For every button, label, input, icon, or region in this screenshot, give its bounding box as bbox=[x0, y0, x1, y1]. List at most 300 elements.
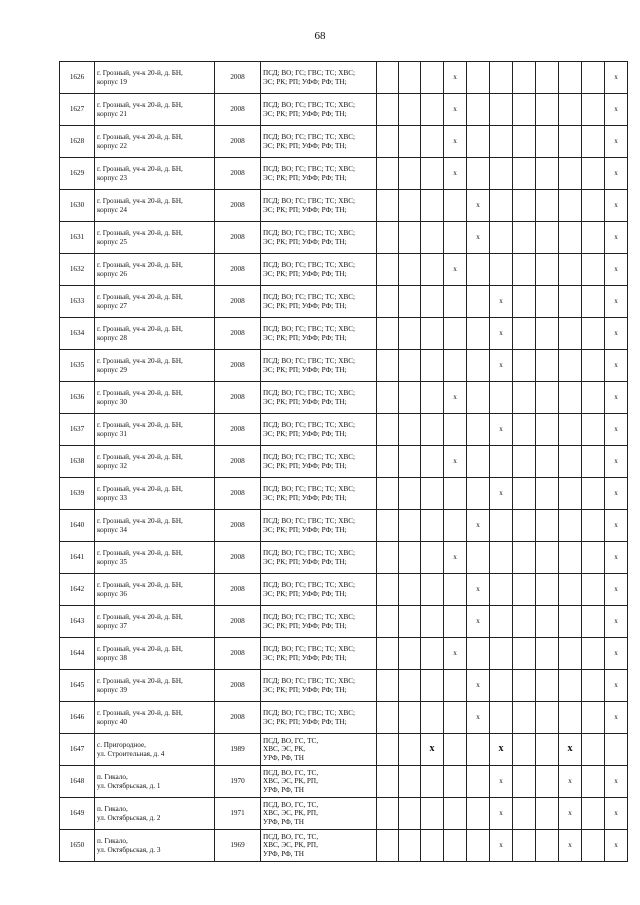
mark-cell bbox=[399, 318, 421, 350]
works-line: ХВС, ЭС, РК, bbox=[263, 745, 306, 754]
row-number: 1640 bbox=[60, 510, 95, 542]
address-line: корпус 22 bbox=[97, 141, 127, 150]
mark-cell bbox=[421, 510, 444, 542]
mark-cell bbox=[490, 670, 513, 702]
mark-cell bbox=[421, 670, 444, 702]
mark-cell bbox=[421, 606, 444, 638]
mark-cell: x bbox=[605, 670, 628, 702]
mark-cell bbox=[490, 542, 513, 574]
mark-cell: x bbox=[605, 606, 628, 638]
mark-cell bbox=[467, 542, 490, 574]
works-cell bbox=[261, 350, 377, 382]
works-line: ЭС; РК; РП; УФФ; РФ; ТН; bbox=[263, 397, 347, 406]
address-cell bbox=[95, 638, 215, 670]
address-line: г. Грозный, уч-к 20-й, д. БН, bbox=[97, 613, 183, 622]
address-line: корпус 40 bbox=[97, 717, 127, 726]
year-cell: 2008 bbox=[215, 318, 261, 350]
year-cell: 2008 bbox=[215, 254, 261, 286]
mark-cell: x bbox=[444, 126, 467, 158]
works-line: ЭС; РК; РП; УФФ; РФ; ТН; bbox=[263, 525, 347, 534]
mark-cell: x bbox=[605, 574, 628, 606]
row-number: 1636 bbox=[60, 382, 95, 414]
mark-cell bbox=[421, 574, 444, 606]
address-cell bbox=[95, 286, 215, 318]
mark-cell bbox=[490, 510, 513, 542]
table-row bbox=[60, 830, 628, 862]
mark-cell: x bbox=[467, 670, 490, 702]
mark-cell bbox=[536, 542, 559, 574]
mark-cell: x bbox=[605, 478, 628, 510]
mark-cell bbox=[559, 542, 582, 574]
mark-cell: x bbox=[559, 766, 582, 798]
address-line: корпус 32 bbox=[97, 461, 127, 470]
mark-cell bbox=[536, 446, 559, 478]
row-number: 1630 bbox=[60, 190, 95, 222]
mark-cell bbox=[513, 478, 536, 510]
row-number: 1634 bbox=[60, 318, 95, 350]
mark-cell bbox=[421, 382, 444, 414]
row-number: 1641 bbox=[60, 542, 95, 574]
mark-cell bbox=[421, 94, 444, 126]
mark-cell bbox=[399, 478, 421, 510]
mark-cell bbox=[559, 478, 582, 510]
mark-cell bbox=[536, 478, 559, 510]
address-cell bbox=[95, 190, 215, 222]
works-line: ХВС, ЭС, РК, РП, bbox=[263, 809, 318, 818]
address-line: корпус 37 bbox=[97, 621, 127, 630]
mark-cell bbox=[513, 318, 536, 350]
works-cell bbox=[261, 126, 377, 158]
works-cell bbox=[261, 62, 377, 94]
mark-cell bbox=[399, 94, 421, 126]
address-line: г. Грозный, уч-к 20-й, д. БН, bbox=[97, 133, 183, 142]
mark-cell bbox=[536, 766, 559, 798]
mark-cell bbox=[559, 94, 582, 126]
address-line: корпус 23 bbox=[97, 173, 127, 182]
mark-cell: x bbox=[605, 798, 628, 830]
mark-cell bbox=[399, 62, 421, 94]
mark-cell bbox=[377, 798, 399, 830]
table-row bbox=[60, 638, 628, 670]
mark-cell: x bbox=[559, 734, 582, 766]
works-line: ПСД, ВО, ГС, ТС, bbox=[263, 801, 319, 810]
mark-cell: x bbox=[605, 158, 628, 190]
mark-cell: x bbox=[605, 382, 628, 414]
mark-cell bbox=[582, 126, 605, 158]
mark-cell bbox=[377, 574, 399, 606]
mark-cell bbox=[399, 798, 421, 830]
works-line: ЭС; РК; РП; УФФ; РФ; ТН; bbox=[263, 589, 347, 598]
row-number: 1642 bbox=[60, 574, 95, 606]
works-line: ПСД; ВО; ГС; ГВС; ТС; ХВС; bbox=[263, 485, 356, 494]
mark-cell bbox=[536, 734, 559, 766]
mark-cell bbox=[444, 318, 467, 350]
mark-cell: x bbox=[490, 478, 513, 510]
mark-cell bbox=[467, 158, 490, 190]
year-cell: 2008 bbox=[215, 222, 261, 254]
mark-cell bbox=[399, 606, 421, 638]
mark-cell bbox=[513, 350, 536, 382]
mark-cell bbox=[559, 670, 582, 702]
row-number: 1629 bbox=[60, 158, 95, 190]
mark-cell bbox=[536, 62, 559, 94]
works-cell bbox=[261, 254, 377, 286]
mark-cell bbox=[399, 830, 421, 862]
address-cell bbox=[95, 606, 215, 638]
mark-cell bbox=[559, 574, 582, 606]
mark-cell bbox=[536, 702, 559, 734]
mark-cell bbox=[582, 446, 605, 478]
works-cell bbox=[261, 478, 377, 510]
works-line: ЭС; РК; РП; УФФ; РФ; ТН; bbox=[263, 141, 347, 150]
mark-cell bbox=[421, 830, 444, 862]
table-row bbox=[60, 158, 628, 190]
mark-cell bbox=[559, 318, 582, 350]
mark-cell: x bbox=[467, 606, 490, 638]
table-row bbox=[60, 382, 628, 414]
works-cell bbox=[261, 830, 377, 862]
mark-cell bbox=[513, 446, 536, 478]
works-line: ПСД; ВО; ГС; ГВС; ТС; ХВС; bbox=[263, 613, 356, 622]
mark-cell bbox=[444, 286, 467, 318]
year-cell: 1971 bbox=[215, 798, 261, 830]
works-line: ПСД; ВО; ГС; ГВС; ТС; ХВС; bbox=[263, 293, 356, 302]
works-line: ПСД; ВО; ГС; ГВС; ТС; ХВС; bbox=[263, 165, 356, 174]
mark-cell: x bbox=[467, 222, 490, 254]
works-cell bbox=[261, 542, 377, 574]
mark-cell: x bbox=[605, 830, 628, 862]
mark-cell bbox=[559, 158, 582, 190]
works-cell bbox=[261, 286, 377, 318]
address-line: г. Грозный, уч-к 20-й, д. БН, bbox=[97, 389, 183, 398]
mark-cell bbox=[377, 222, 399, 254]
row-number: 1637 bbox=[60, 414, 95, 446]
table-row bbox=[60, 670, 628, 702]
year-cell: 2008 bbox=[215, 606, 261, 638]
table-row bbox=[60, 62, 628, 94]
works-line: ЭС; РК; РП; УФФ; РФ; ТН; bbox=[263, 205, 347, 214]
address-line: г. Грозный, уч-к 20-й, д. БН, bbox=[97, 69, 183, 78]
row-number: 1646 bbox=[60, 702, 95, 734]
mark-cell bbox=[399, 350, 421, 382]
works-line: ПСД; ВО; ГС; ГВС; ТС; ХВС; bbox=[263, 325, 356, 334]
mark-cell bbox=[536, 350, 559, 382]
works-line: ПСД; ВО; ГС; ГВС; ТС; ХВС; bbox=[263, 453, 356, 462]
mark-cell: x bbox=[444, 94, 467, 126]
mark-cell bbox=[377, 478, 399, 510]
table-row bbox=[60, 734, 628, 766]
address-line: п. Гикало, bbox=[97, 805, 128, 814]
address-line: г. Грозный, уч-к 20-й, д. БН, bbox=[97, 709, 183, 718]
mark-cell bbox=[421, 158, 444, 190]
works-line: ЭС; РК; РП; УФФ; РФ; ТН; bbox=[263, 557, 347, 566]
address-line: с. Пригородное, bbox=[97, 741, 146, 750]
works-line: ЭС; РК; РП; УФФ; РФ; ТН; bbox=[263, 301, 347, 310]
address-cell bbox=[95, 382, 215, 414]
address-line: корпус 26 bbox=[97, 269, 127, 278]
table-row bbox=[60, 190, 628, 222]
mark-cell bbox=[377, 94, 399, 126]
address-cell bbox=[95, 766, 215, 798]
mark-cell bbox=[582, 158, 605, 190]
mark-cell: x bbox=[490, 766, 513, 798]
mark-cell bbox=[377, 510, 399, 542]
works-line: ПСД; ВО; ГС; ГВС; ТС; ХВС; bbox=[263, 229, 356, 238]
table-row bbox=[60, 574, 628, 606]
mark-cell bbox=[559, 254, 582, 286]
mark-cell bbox=[490, 446, 513, 478]
year-cell: 2008 bbox=[215, 350, 261, 382]
mark-cell bbox=[399, 254, 421, 286]
row-number: 1631 bbox=[60, 222, 95, 254]
mark-cell bbox=[582, 574, 605, 606]
works-line: УРФ, РФ, ТН bbox=[263, 785, 304, 794]
works-line: ПСД, ВО, ГС, ТС, bbox=[263, 737, 319, 746]
works-line: ХВС, ЭС, РК, РП, bbox=[263, 777, 318, 786]
mark-cell bbox=[444, 414, 467, 446]
mark-cell: x bbox=[444, 446, 467, 478]
works-line: ХВС, ЭС, РК, РП, bbox=[263, 841, 318, 850]
table-row bbox=[60, 254, 628, 286]
mark-cell bbox=[582, 286, 605, 318]
works-line: ПСД; ВО; ГС; ГВС; ТС; ХВС; bbox=[263, 549, 356, 558]
mark-cell bbox=[536, 318, 559, 350]
year-cell: 2008 bbox=[215, 286, 261, 318]
mark-cell bbox=[467, 318, 490, 350]
address-cell bbox=[95, 318, 215, 350]
works-cell bbox=[261, 638, 377, 670]
works-cell bbox=[261, 318, 377, 350]
address-line: ул. Октябрьская, д. 1 bbox=[97, 781, 161, 790]
works-line: ЭС; РК; РП; УФФ; РФ; ТН; bbox=[263, 365, 347, 374]
mark-cell: x bbox=[467, 574, 490, 606]
row-number: 1650 bbox=[60, 830, 95, 862]
mark-cell bbox=[421, 478, 444, 510]
works-cell bbox=[261, 798, 377, 830]
address-line: корпус 36 bbox=[97, 589, 127, 598]
mark-cell bbox=[513, 702, 536, 734]
table-row bbox=[60, 478, 628, 510]
mark-cell bbox=[490, 190, 513, 222]
mark-cell bbox=[513, 574, 536, 606]
mark-cell: x bbox=[467, 702, 490, 734]
mark-cell bbox=[582, 478, 605, 510]
mark-cell bbox=[582, 190, 605, 222]
mark-cell bbox=[490, 126, 513, 158]
mark-cell bbox=[444, 190, 467, 222]
mark-cell bbox=[605, 734, 628, 766]
works-line: ПСД; ВО; ГС; ГВС; ТС; ХВС; bbox=[263, 645, 356, 654]
mark-cell bbox=[377, 670, 399, 702]
address-cell bbox=[95, 350, 215, 382]
table-row bbox=[60, 702, 628, 734]
row-number: 1626 bbox=[60, 62, 95, 94]
mark-cell: x bbox=[605, 446, 628, 478]
mark-cell bbox=[421, 350, 444, 382]
works-cell bbox=[261, 158, 377, 190]
mark-cell bbox=[490, 574, 513, 606]
works-line: УРФ, РФ, ТН bbox=[263, 817, 304, 826]
mark-cell bbox=[467, 126, 490, 158]
mark-cell: x bbox=[605, 254, 628, 286]
mark-cell bbox=[467, 766, 490, 798]
mark-cell bbox=[467, 254, 490, 286]
mark-cell bbox=[399, 510, 421, 542]
table-row bbox=[60, 606, 628, 638]
mark-cell: x bbox=[605, 766, 628, 798]
mark-cell bbox=[490, 606, 513, 638]
mark-cell bbox=[444, 798, 467, 830]
mark-cell bbox=[559, 606, 582, 638]
mark-cell bbox=[467, 286, 490, 318]
address-line: корпус 21 bbox=[97, 109, 127, 118]
year-cell: 2008 bbox=[215, 414, 261, 446]
address-line: г. Грозный, уч-к 20-й, д. БН, bbox=[97, 293, 183, 302]
row-number: 1628 bbox=[60, 126, 95, 158]
address-line: корпус 24 bbox=[97, 205, 127, 214]
works-line: ЭС; РК; РП; УФФ; РФ; ТН; bbox=[263, 461, 347, 470]
address-line: г. Грозный, уч-к 20-й, д. БН, bbox=[97, 581, 183, 590]
mark-cell bbox=[513, 190, 536, 222]
works-cell bbox=[261, 702, 377, 734]
mark-cell bbox=[377, 286, 399, 318]
mark-cell bbox=[513, 286, 536, 318]
mark-cell bbox=[377, 446, 399, 478]
works-cell bbox=[261, 766, 377, 798]
mark-cell bbox=[536, 670, 559, 702]
mark-cell bbox=[467, 414, 490, 446]
mark-cell bbox=[377, 190, 399, 222]
row-number: 1632 bbox=[60, 254, 95, 286]
mark-cell bbox=[536, 414, 559, 446]
table-row bbox=[60, 350, 628, 382]
mark-cell bbox=[399, 382, 421, 414]
works-line: ЭС; РК; РП; УФФ; РФ; ТН; bbox=[263, 269, 347, 278]
page-number: 68 bbox=[314, 30, 326, 42]
mark-cell: x bbox=[444, 62, 467, 94]
address-line: г. Грозный, уч-к 20-й, д. БН, bbox=[97, 677, 183, 686]
address-cell bbox=[95, 446, 215, 478]
mark-cell bbox=[559, 382, 582, 414]
mark-cell bbox=[467, 478, 490, 510]
mark-cell bbox=[582, 510, 605, 542]
works-line: ПСД; ВО; ГС; ГВС; ТС; ХВС; bbox=[263, 133, 356, 142]
mark-cell bbox=[490, 62, 513, 94]
address-line: г. Грозный, уч-к 20-й, д. БН, bbox=[97, 101, 183, 110]
mark-cell bbox=[467, 830, 490, 862]
row-number: 1648 bbox=[60, 766, 95, 798]
year-cell: 2008 bbox=[215, 446, 261, 478]
address-cell bbox=[95, 702, 215, 734]
mark-cell: x bbox=[490, 798, 513, 830]
mark-cell bbox=[559, 638, 582, 670]
mark-cell bbox=[513, 382, 536, 414]
works-cell bbox=[261, 222, 377, 254]
mark-cell: x bbox=[605, 286, 628, 318]
year-cell: 2008 bbox=[215, 478, 261, 510]
mark-cell bbox=[536, 638, 559, 670]
mark-cell: x bbox=[605, 126, 628, 158]
mark-cell: x bbox=[467, 510, 490, 542]
works-line: ПСД; ВО; ГС; ГВС; ТС; ХВС; bbox=[263, 581, 356, 590]
mark-cell bbox=[399, 126, 421, 158]
table-row bbox=[60, 542, 628, 574]
mark-cell bbox=[536, 158, 559, 190]
works-cell bbox=[261, 190, 377, 222]
mark-cell: x bbox=[444, 638, 467, 670]
address-cell bbox=[95, 222, 215, 254]
mark-cell bbox=[399, 286, 421, 318]
address-cell bbox=[95, 830, 215, 862]
mark-cell bbox=[467, 734, 490, 766]
mark-cell bbox=[559, 446, 582, 478]
mark-cell bbox=[513, 222, 536, 254]
mark-cell: x bbox=[490, 318, 513, 350]
address-line: г. Грозный, уч-к 20-й, д. БН, bbox=[97, 549, 183, 558]
address-cell bbox=[95, 62, 215, 94]
mark-cell bbox=[559, 510, 582, 542]
address-line: г. Грозный, уч-к 20-й, д. БН, bbox=[97, 165, 183, 174]
address-line: г. Грозный, уч-к 20-й, д. БН, bbox=[97, 453, 183, 462]
mark-cell bbox=[421, 126, 444, 158]
mark-cell bbox=[467, 94, 490, 126]
address-line: г. Грозный, уч-к 20-й, д. БН, bbox=[97, 421, 183, 430]
mark-cell bbox=[513, 62, 536, 94]
mark-cell bbox=[377, 414, 399, 446]
row-number: 1647 bbox=[60, 734, 95, 766]
mark-cell bbox=[377, 158, 399, 190]
mark-cell bbox=[582, 254, 605, 286]
works-line: ПСД; ВО; ГС; ГВС; ТС; ХВС; bbox=[263, 677, 356, 686]
works-cell bbox=[261, 574, 377, 606]
mark-cell bbox=[513, 510, 536, 542]
mark-cell bbox=[467, 446, 490, 478]
works-line: ПСД; ВО; ГС; ГВС; ТС; ХВС; bbox=[263, 709, 356, 718]
address-cell bbox=[95, 734, 215, 766]
mark-cell bbox=[513, 734, 536, 766]
address-line: п. Гикало, bbox=[97, 773, 128, 782]
mark-cell bbox=[421, 62, 444, 94]
works-line: ПСД; ВО; ГС; ГВС; ТС; ХВС; bbox=[263, 357, 356, 366]
mark-cell bbox=[559, 350, 582, 382]
mark-cell bbox=[399, 190, 421, 222]
address-line: г. Грозный, уч-к 20-й, д. БН, bbox=[97, 197, 183, 206]
address-line: п. Гикало, bbox=[97, 837, 128, 846]
mark-cell: x bbox=[605, 702, 628, 734]
row-number: 1645 bbox=[60, 670, 95, 702]
mark-cell bbox=[513, 606, 536, 638]
mark-cell bbox=[559, 702, 582, 734]
works-cell bbox=[261, 94, 377, 126]
address-line: г. Грозный, уч-к 20-й, д. БН, bbox=[97, 261, 183, 270]
mark-cell bbox=[490, 382, 513, 414]
mark-cell bbox=[377, 542, 399, 574]
mark-cell bbox=[536, 222, 559, 254]
address-line: г. Грозный, уч-к 20-й, д. БН, bbox=[97, 325, 183, 334]
works-line: ПСД; ВО; ГС; ГВС; ТС; ХВС; bbox=[263, 69, 356, 78]
works-line: ЭС; РК; РП; УФФ; РФ; ТН; bbox=[263, 333, 347, 342]
mark-cell: x bbox=[490, 286, 513, 318]
address-cell bbox=[95, 414, 215, 446]
works-line: ЭС; РК; РП; УФФ; РФ; ТН; bbox=[263, 77, 347, 86]
mark-cell bbox=[582, 638, 605, 670]
mark-cell: x bbox=[559, 830, 582, 862]
mark-cell bbox=[582, 606, 605, 638]
year-cell: 2008 bbox=[215, 670, 261, 702]
address-line: корпус 28 bbox=[97, 333, 127, 342]
address-line: г. Грозный, уч-к 20-й, д. БН, bbox=[97, 485, 183, 494]
mark-cell bbox=[513, 254, 536, 286]
